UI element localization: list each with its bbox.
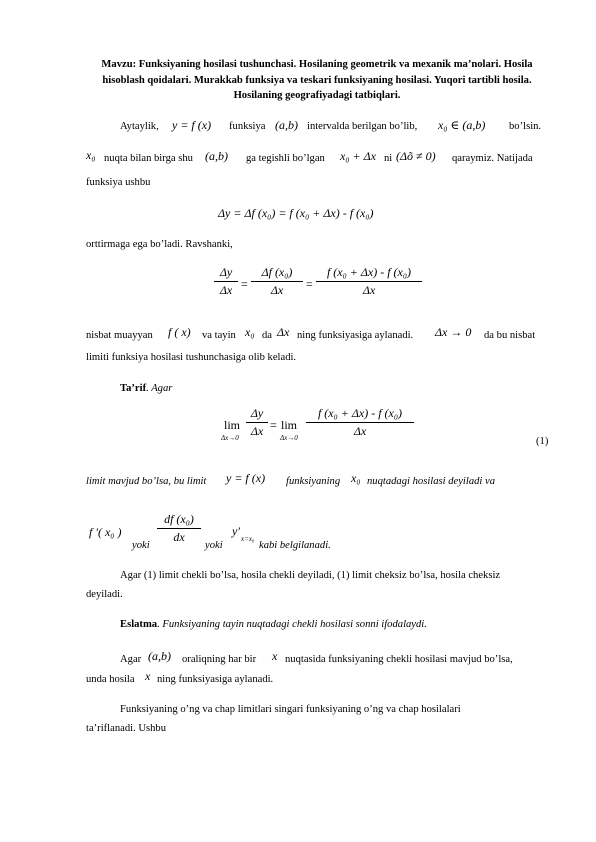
formula-interval-ab: (a,b) [275, 118, 298, 132]
text-da-bu-nisbat: da bu nisbat [484, 330, 536, 341]
equation-increment: Δy = Δf (x₀) = f (x₀ + Δx) - f (x₀) [218, 206, 374, 220]
formula-x0-2: x₀ [245, 325, 255, 339]
formula-x0-3: x₀ [351, 471, 361, 485]
formula-y-prime: y′ [232, 524, 240, 538]
formula-fx: f ( x) [168, 325, 191, 339]
text-ni: ni [384, 153, 393, 164]
text-funksiya-ushbu: funksiya ushbu [86, 177, 151, 188]
limit-operator-2: lim [281, 418, 298, 432]
fraction-difference-quotient: f (x₀ + Δx) - f (x₀) Δx [316, 265, 422, 298]
definition-heading: Ta’rif. Agar [120, 383, 173, 394]
formula-x0: x₀ [86, 148, 96, 162]
equals-sign-3: = [270, 418, 277, 432]
text-bolsin: bo’lsin. [509, 121, 542, 132]
text-oraliqning: oraliqning har bir [182, 654, 257, 665]
text-ning-funksiyasiga-2: ning funksiyasiga aylanadi. [157, 674, 274, 685]
text-orttirmaga: orttirmaga ega bo’ladi. Ravshanki, [86, 239, 233, 250]
text-tariflanadi: ta’riflanadi. Ushbu [86, 723, 167, 734]
text-funksiyaning: funksiyaning [286, 476, 341, 487]
formula-x0-in-ab: x₀ ∈ (a,b) [438, 118, 486, 132]
formula-x0-plus-dx: x₀ + Δx [340, 149, 376, 163]
text-nuqtadagi-hosilasi: nuqtadagi hosilasi deyiladi va [367, 476, 495, 487]
text-nisbat: nisbat muayyan [86, 330, 153, 341]
formula-y-prime-subscript: x=x₀ [241, 535, 255, 543]
text-yoki-2: yoki [205, 540, 223, 551]
text-agar: Agar [120, 654, 142, 665]
text-nuqta-bilan: nuqta bilan birga shu [104, 153, 193, 164]
text-nuqtasida: nuqtasida funksiyaning chekli hosilasi mavjud bo’lsa, [285, 654, 513, 665]
text-ong-chap: Funksiyaning o’ng va chap limitlari singari funksiyaning o’ng va chap hosilalari [120, 704, 461, 715]
fraction-derivative-def: f (x₀ + Δx) - f (x₀) Δx [306, 406, 414, 439]
equation-number-1: (1) [536, 436, 549, 447]
formula-x-2: x [145, 669, 151, 683]
text-da: da [262, 330, 272, 341]
fraction-df-dx: Δf (x₀) Δx [251, 265, 303, 298]
text-ga-tegishli: ga tegishli bo’lgan [246, 153, 325, 164]
text-funksiya: funksiya [229, 121, 266, 132]
text-aytaylik: Aytaylik, [120, 121, 159, 132]
equals-sign-2: = [306, 277, 313, 291]
text-yoki-1: yoki [132, 540, 150, 551]
formula-interval-ab-2: (a,b) [205, 149, 228, 163]
formula-y-eq-fx-2: y = f (x) [226, 471, 266, 485]
text-qaraymiz: qaraymiz. Natijada [452, 153, 533, 164]
page-title: Mavzu: Funksiyaning hosilasi tushunchasi. Hosilaning geometrik va mexanik maʼnolari. Hosila hisoblash qoidalari. Murakkab funksiya va teskari funksiyaning hosilasi. Yuqori tartibli hosila. Hosilaning geografiyadagi tatbiqlari. [101, 59, 533, 101]
text-limiti: limiti funksiya hosilasi tushunchasiga olib keladi. [86, 352, 297, 363]
text-unda-hosila: unda hosila [86, 674, 135, 685]
fraction-dy-dx-2: Δy Δx [246, 406, 268, 439]
formula-interval-ab-3: (a,b) [148, 649, 171, 663]
formula-dx: Δx [277, 325, 290, 339]
formula-y-eq-fx: y = f (x) [172, 118, 212, 132]
formula-x: x [272, 649, 278, 663]
text-ning-funksiyasiga: ning funksiyasiga aylanadi. [297, 330, 414, 341]
text-deyiladi: deyiladi. [86, 589, 123, 600]
fraction-df-dx-leibniz: df (x₀) dx [157, 512, 201, 545]
text-chekli-cheksiz: Agar (1) limit chekli bo’lsa, hosila chekli deyiladi, (1) limit cheksiz bo’lsa, hosila cheksiz [120, 570, 501, 581]
formula-f-prime-x0: f ′( x₀ ) [89, 525, 122, 539]
text-kabi-belgilanadi: kabi belgilanadi. [259, 540, 331, 551]
note-paragraph: Eslatma. Funksiyaning tayin nuqtadagi chekli hosilasi sonni ifodalaydi. [120, 619, 427, 630]
limit-subscript-1: Δx→0 [221, 434, 239, 442]
text-limit-mavjud: limit mavjud bo’lsa, bu limit [86, 476, 207, 487]
text-intervalda: intervalda berilgan bo’lib, [307, 121, 418, 132]
text-va-tayin: va tayin [202, 330, 236, 341]
equals-sign-1: = [241, 277, 248, 291]
limit-operator-1: lim [224, 418, 241, 432]
formula-dx-not-zero: (Δõ ≠ 0) [396, 149, 436, 163]
fraction-dy-dx: Δy Δx [214, 265, 238, 298]
formula-dx-to-0: Δx → 0 [435, 325, 472, 339]
limit-subscript-2: Δx→0 [280, 434, 298, 442]
